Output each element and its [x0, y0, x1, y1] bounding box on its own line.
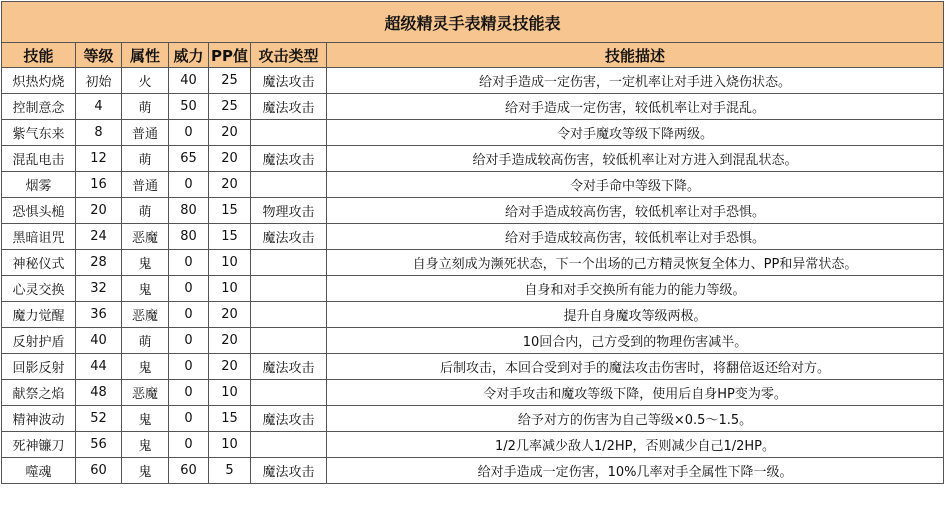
skill-name: 死神镰刀 [2, 432, 76, 458]
attribute-cell: 恶魔 [122, 380, 169, 406]
header-description: 技能描述 [327, 43, 944, 68]
description-cell: 给对手造成一定伤害，一定机率让对手进入烧伤状态。 [327, 68, 944, 94]
skill-name: 心灵交换 [2, 276, 76, 302]
attribute-cell: 萌 [122, 94, 169, 120]
description-cell: 令对手魔攻等级下降两级。 [327, 120, 944, 146]
power-cell: 0 [169, 354, 209, 380]
power-cell: 0 [169, 172, 209, 198]
header-attack-type: 攻击类型 [251, 43, 327, 68]
skill-name: 烟雾 [2, 172, 76, 198]
level-cell: 52 [76, 406, 122, 432]
attribute-cell: 萌 [122, 328, 169, 354]
pp-cell: 15 [209, 224, 251, 250]
attack-type-cell [251, 302, 327, 328]
power-cell: 40 [169, 68, 209, 94]
level-cell: 44 [76, 354, 122, 380]
description-cell: 10回合内，己方受到的物理伤害减半。 [327, 328, 944, 354]
table-row [2, 354, 944, 380]
description-cell: 令对手命中等级下降。 [327, 172, 944, 198]
attribute-cell: 鬼 [122, 406, 169, 432]
attack-type-cell: 魔法攻击 [251, 94, 327, 120]
header-attribute: 属性 [122, 43, 169, 68]
pp-cell: 20 [209, 302, 251, 328]
pp-cell: 20 [209, 146, 251, 172]
header-level: 等级 [76, 43, 122, 68]
pp-cell: 10 [209, 250, 251, 276]
attack-type-cell [251, 380, 327, 406]
table-row [2, 120, 944, 146]
attribute-cell: 鬼 [122, 354, 169, 380]
attack-type-cell: 魔法攻击 [251, 354, 327, 380]
pp-cell: 25 [209, 68, 251, 94]
skill-name: 恐惧头槌 [2, 198, 76, 224]
level-cell: 12 [76, 146, 122, 172]
level-cell: 60 [76, 458, 122, 484]
power-cell: 0 [169, 432, 209, 458]
header-skill: 技能 [2, 43, 76, 68]
table-row [2, 146, 944, 172]
pp-cell: 15 [209, 406, 251, 432]
skill-name: 精神波动 [2, 406, 76, 432]
skill-name: 献祭之焰 [2, 380, 76, 406]
attack-type-cell [251, 276, 327, 302]
table-body [2, 68, 944, 484]
power-cell: 0 [169, 250, 209, 276]
level-cell: 32 [76, 276, 122, 302]
pp-cell: 25 [209, 94, 251, 120]
table-row [2, 276, 944, 302]
skill-name: 反射护盾 [2, 328, 76, 354]
description-cell: 给对手造成较高伤害，较低机率让对方进入到混乱状态。 [327, 146, 944, 172]
header-row [2, 43, 944, 68]
power-cell: 80 [169, 198, 209, 224]
attribute-cell: 萌 [122, 146, 169, 172]
skill-name: 魔力觉醒 [2, 302, 76, 328]
table-row [2, 328, 944, 354]
power-cell: 0 [169, 120, 209, 146]
attack-type-cell [251, 328, 327, 354]
skill-name: 混乱电击 [2, 146, 76, 172]
attribute-cell: 鬼 [122, 458, 169, 484]
pp-cell: 5 [209, 458, 251, 484]
attack-type-cell [251, 172, 327, 198]
level-cell: 40 [76, 328, 122, 354]
level-cell: 8 [76, 120, 122, 146]
skill-name: 黑暗诅咒 [2, 224, 76, 250]
pp-cell: 10 [209, 380, 251, 406]
level-cell: 48 [76, 380, 122, 406]
header-pp: PP值 [209, 43, 251, 68]
power-cell: 0 [169, 380, 209, 406]
table-row [2, 198, 944, 224]
attribute-cell: 恶魔 [122, 302, 169, 328]
attribute-cell: 鬼 [122, 250, 169, 276]
table-row [2, 172, 944, 198]
skill-name: 神秘仪式 [2, 250, 76, 276]
attack-type-cell: 魔法攻击 [251, 68, 327, 94]
attribute-cell: 普通 [122, 120, 169, 146]
description-cell: 给予对方的伤害为自己等级×0.5～1.5。 [327, 406, 944, 432]
pp-cell: 10 [209, 432, 251, 458]
description-cell: 后制攻击，本回合受到对手的魔法攻击伤害时，将翻倍返还给对方。 [327, 354, 944, 380]
power-cell: 0 [169, 328, 209, 354]
attack-type-cell: 魔法攻击 [251, 146, 327, 172]
pp-cell: 10 [209, 276, 251, 302]
attack-type-cell: 魔法攻击 [251, 406, 327, 432]
pp-cell: 20 [209, 354, 251, 380]
skill-name: 控制意念 [2, 94, 76, 120]
table-title: 超级精灵手表精灵技能表 [2, 2, 944, 43]
attribute-cell: 普通 [122, 172, 169, 198]
pp-cell: 20 [209, 120, 251, 146]
table-row [2, 458, 944, 484]
description-cell: 提升自身魔攻等级两极。 [327, 302, 944, 328]
table-row [2, 406, 944, 432]
description-cell: 给对手造成一定伤害，10%几率对手全属性下降一级。 [327, 458, 944, 484]
skill-name: 噬魂 [2, 458, 76, 484]
power-cell: 50 [169, 94, 209, 120]
power-cell: 0 [169, 276, 209, 302]
attribute-cell: 恶魔 [122, 224, 169, 250]
pp-cell: 20 [209, 172, 251, 198]
header-power: 威力 [169, 43, 209, 68]
level-cell: 20 [76, 198, 122, 224]
level-cell: 56 [76, 432, 122, 458]
description-cell: 给对手造成较高伤害，较低机率让对手恐惧。 [327, 224, 944, 250]
power-cell: 60 [169, 458, 209, 484]
skill-name: 紫气东来 [2, 120, 76, 146]
title-row [2, 2, 944, 43]
attack-type-cell [251, 250, 327, 276]
power-cell: 0 [169, 302, 209, 328]
description-cell: 自身和对手交换所有能力的能力等级。 [327, 276, 944, 302]
power-cell: 65 [169, 146, 209, 172]
attack-type-cell: 魔法攻击 [251, 458, 327, 484]
power-cell: 0 [169, 406, 209, 432]
attribute-cell: 鬼 [122, 276, 169, 302]
level-cell: 4 [76, 94, 122, 120]
attack-type-cell [251, 120, 327, 146]
attack-type-cell: 魔法攻击 [251, 224, 327, 250]
attribute-cell: 鬼 [122, 432, 169, 458]
description-cell: 给对手造成较高伤害，较低机率让对手恐惧。 [327, 198, 944, 224]
table-row [2, 380, 944, 406]
level-cell: 16 [76, 172, 122, 198]
level-cell: 24 [76, 224, 122, 250]
attribute-cell: 萌 [122, 198, 169, 224]
table-row [2, 432, 944, 458]
level-cell: 初始 [76, 68, 122, 94]
table-row [2, 250, 944, 276]
table-row [2, 224, 944, 250]
level-cell: 36 [76, 302, 122, 328]
table-row [2, 68, 944, 94]
skill-name: 炽热灼烧 [2, 68, 76, 94]
skill-name: 回影反射 [2, 354, 76, 380]
table-row [2, 302, 944, 328]
attack-type-cell [251, 432, 327, 458]
table-row [2, 94, 944, 120]
pp-cell: 20 [209, 328, 251, 354]
description-cell: 给对手造成一定伤害，较低机率让对手混乱。 [327, 94, 944, 120]
power-cell: 80 [169, 224, 209, 250]
description-cell: 令对手攻击和魔攻等级下降，使用后自身HP变为零。 [327, 380, 944, 406]
attribute-cell: 火 [122, 68, 169, 94]
description-cell: 自身立刻成为濒死状态，下一个出场的己方精灵恢复全体力、PP和异常状态。 [327, 250, 944, 276]
description-cell: 1/2几率减少敌人1/2HP，否则减少自己1/2HP。 [327, 432, 944, 458]
skill-table [1, 1, 944, 484]
pp-cell: 15 [209, 198, 251, 224]
attack-type-cell: 物理攻击 [251, 198, 327, 224]
level-cell: 28 [76, 250, 122, 276]
